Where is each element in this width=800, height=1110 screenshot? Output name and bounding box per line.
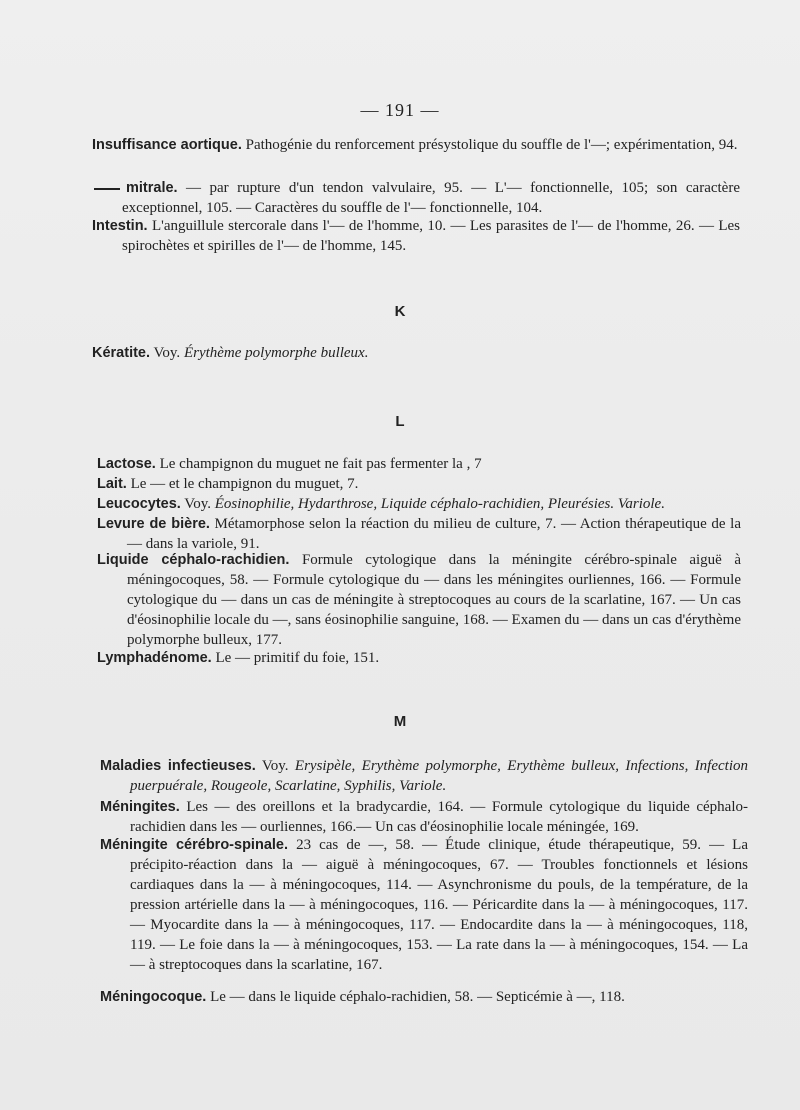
entry-text: Le — et le champignon du muguet, 7. (126, 476, 359, 492)
entry-heading: Lait. (97, 476, 127, 492)
entry-heading: Intestin. (92, 218, 148, 234)
entry-reference: Érythème polymorphe bulleux. (183, 345, 369, 361)
entry-maladies-infectieuses (100, 756, 748, 796)
entry-text: Voy. (150, 345, 184, 361)
entry-heading: Méningite cérébro-spinale. (100, 837, 289, 853)
entry-levure-de-biere (97, 514, 741, 554)
entry-text: — par rupture d'un tendon valvulaire, 95. — L'— fonctionnelle, 105; son caractère exceptionnel, 105. — Caractères du souffle de l'— fonctionnelle, 104. (122, 180, 740, 216)
entry-heading: Méningites. (100, 799, 180, 815)
entry-text: Voy. (255, 758, 295, 774)
entry-text: Métamorphose selon la réaction du milieu de culture, 7. — Action thérapeutique de la — dans la variole, 91. (127, 516, 741, 552)
repeat-dash (94, 188, 120, 190)
entry-heading: mitrale. (126, 180, 178, 196)
entry-text: Formule cytologique dans la méningite cérébro-spinale aiguë à méningocoques, 58. — Formule cytologique du — dans les méningites ourliennes, 166. — Formule cytologique du — dans un cas de méningite à streptocoques au cours de la scarlatine, 167. — Un cas d'éosinophilie locale du —, sans éosinophilie sanguine, 168. — Examen du — dans un cas d'érythème polymorphe bulleux, 177. (127, 552, 741, 648)
entry-intestin (92, 216, 740, 256)
entry-text: Le — primitif du foie, 151. (211, 650, 380, 666)
section-letter-m: M (393, 713, 407, 730)
entry-heading: Levure de bière. (97, 516, 210, 532)
entry-heading: Lactose. (97, 456, 156, 472)
entry-meningocoque (100, 987, 748, 1007)
entry-heading: Liquide céphalo-rachidien. (97, 552, 290, 568)
entry-keratite (92, 343, 740, 363)
entry-text: Le champignon du muguet ne fait pas fermenter la , 7 (155, 456, 482, 472)
section-letter-l: L (395, 413, 405, 430)
entry-text: Voy. (180, 496, 215, 512)
entry-insuffisance-aortique (92, 135, 740, 155)
entry-text: L'anguillule stercorale dans l'— de l'homme, 10. — Les parasites de l'— de l'homme, 26. — Les spirochètes et spirilles de l'— de l'homme, 145. (122, 218, 740, 254)
entry-heading: Méningocoque. (100, 989, 207, 1005)
entry-text: Pathogénie du renforcement présystolique du souffle de l'—; expérimentation, 94. (241, 137, 738, 153)
entry-reference: Éosinophilie, Hydarthrose, Liquide céphalo-rachidien, Pleurésies. Variole. (214, 496, 665, 512)
entry-heading: Kératite. (92, 345, 151, 361)
entry-lait (97, 474, 741, 494)
section-letter-k: K (394, 303, 406, 320)
entry-meningites (100, 797, 748, 837)
entry-leucocytes (97, 494, 741, 514)
entry-heading: Insuffisance aortique. (92, 137, 242, 153)
entry-heading: Leucocytes. (97, 496, 181, 512)
entry-lactose (97, 454, 741, 474)
entry-text: Les — des oreillons et la bradycardie, 164. — Formule cytologique du liquide céphalo-rachidien dans les — ourliennes, 166.— Un cas d'éosinophilie locale méningée, 169. (130, 799, 748, 835)
entry-reference: Erysipèle, Erythème polymorphe, Erythème bulleux, Infections, Infection puerpuérale, Rougeole, Scarlatine, Syphilis, Variole. (130, 758, 749, 794)
entry-heading: Maladies infectieuses. (100, 758, 256, 774)
entry-text: 23 cas de —, 58. — Étude clinique, étude thérapeutique, 59. — La précipito-réaction dans la — aiguë à méningocoques, 67. — Troubles fonctionnels et lésions cardiaques dans la — à méningocoques, 114. — Asynchronisme du pouls, de la température, de la pression artérielle dans la — à méningocoques, 116. — Péricardite dans la — à méningocoques, 117. — Myocardite dans la — à méningocoques, 117. — Endocardite dans la — à méningocoques, 118, 119. — Le foie dans la — à méningocoques, 153. — La rate dans la — à méningocoques, 154. — La — à streptocoques dans la scarlatine, 167. (130, 837, 748, 973)
page-number: — 191 — (360, 100, 440, 120)
entry-mitrale (92, 178, 740, 218)
entry-text: Le — dans le liquide céphalo-rachidien, 58. — Septicémie à —, 118. (206, 989, 625, 1005)
entry-heading: Lymphadénome. (97, 650, 212, 666)
entry-lymphadenome (97, 648, 741, 668)
entry-meningite-cerebro-spinale (100, 835, 748, 975)
entry-liquide-cephalo-rachidien (97, 550, 741, 650)
